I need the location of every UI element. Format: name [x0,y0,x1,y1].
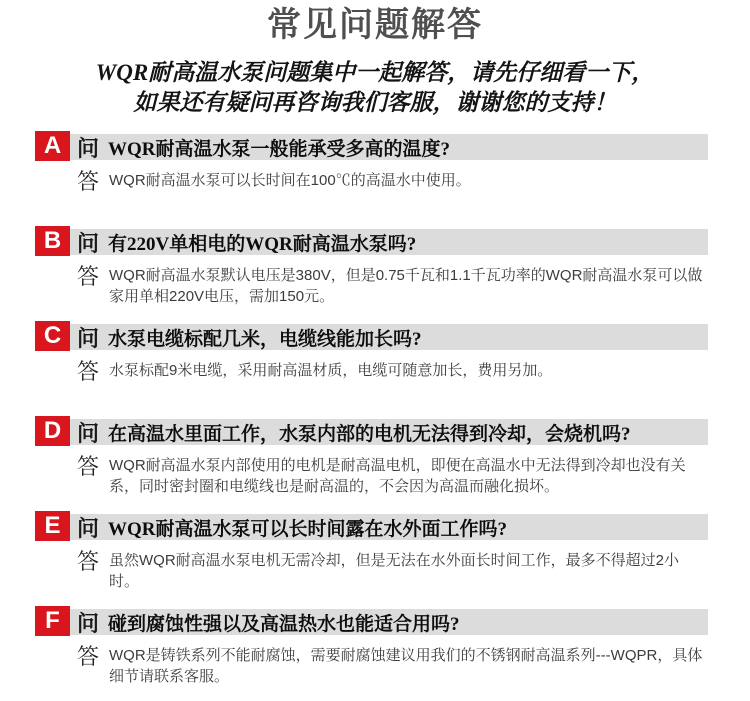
answer-row [35,455,708,497]
question-text: 碰到腐蚀性强以及高温热水也能适合用吗? [108,613,460,635]
letter-badge-label: D [43,417,62,444]
subtitle-line-1: WQR耐高温水泵问题集中一起解答，请先仔细看一下， [95,60,655,85]
faq-item [35,226,708,321]
question-text: 有220V单相电的WQR耐高温水泵吗? [108,233,417,255]
answer-label: 答 [77,549,100,574]
answer-label: 答 [77,359,100,384]
answer-text: WQR耐高温水泵内部使用的电机是耐高温电机，即便在高温水中无法得到冷却也没有关系，同时密封圈和电缆线也是耐高温的，不会因为高温而融化损坏。 [109,457,686,495]
letter-badge [35,226,70,256]
answer-row [35,265,708,307]
question-label: 问 [77,325,100,351]
question-text: WQR耐高温水泵可以长时间露在水外面工作吗? [108,518,508,540]
answer-text: 水泵标配9米电缆，采用耐高温材质，电缆可随意加长，费用另加。 [109,362,553,379]
question-text: 在高温水里面工作，水泵内部的电机无法得到冷却，会烧机吗? [108,423,631,445]
question-label: 问 [77,135,100,161]
answer-text: 虽然WQR耐高温水泵电机无需冷却，但是无法在水外面长时间工作，最多不得超过2小时。 [109,552,680,590]
letter-badge-label: E [44,512,61,539]
question-bar [35,324,708,350]
answer-row [35,550,708,592]
letter-badge [35,511,70,541]
question-bar [35,609,708,635]
question-label: 问 [77,230,100,256]
answer-label: 答 [77,169,100,194]
letter-badge [35,416,70,446]
faq-item [35,131,708,226]
question-bar [35,514,708,540]
answer-text: WQR耐高温水泵默认电压是380V，但是0.75千瓦和1.1千瓦功率的WQR耐高温水泵可以做家用单相220V电压，需加150元。 [109,267,703,305]
letter-badge-label: F [45,607,60,634]
page-subtitle [0,58,750,118]
answer-text: WQR耐高温水泵可以长时间在100℃的高温水中使用。 [109,172,471,189]
letter-badge [35,131,70,161]
subtitle-line-2: 如果还有疑问再咨询我们客服，谢谢您的支持！ [133,90,617,115]
answer-label: 答 [77,644,100,669]
letter-badge-label: B [43,227,62,254]
question-label: 问 [77,515,100,541]
answer-label: 答 [77,454,100,479]
answer-row [35,170,708,194]
question-label: 问 [77,610,100,636]
faq-item [35,511,708,606]
question-label: 问 [77,420,100,446]
question-bar [35,419,708,445]
letter-badge-label: A [43,132,62,159]
letter-badge [35,321,70,351]
question-text: WQR耐高温水泵一般能承受多高的温度? [108,138,451,160]
page-title: 常见问题解答 [267,7,483,44]
faq-item [35,416,708,511]
page-header [0,6,750,118]
question-bar [35,229,708,255]
letter-badge [35,606,70,636]
question-bar [35,134,708,160]
faq-item [35,321,708,416]
answer-row [35,360,708,384]
question-text: 水泵电缆标配几米，电缆线能加长吗? [108,328,422,350]
faq-list [0,131,750,687]
answer-row [35,645,708,687]
faq-item [35,606,708,687]
letter-badge-label: C [43,322,62,349]
answer-text: WQR是铸铁系列不能耐腐蚀，需要耐腐蚀建议用我们的不锈钢耐高温系列---WQPR，具体细节请联系客服。 [109,647,703,685]
answer-label: 答 [77,264,100,289]
